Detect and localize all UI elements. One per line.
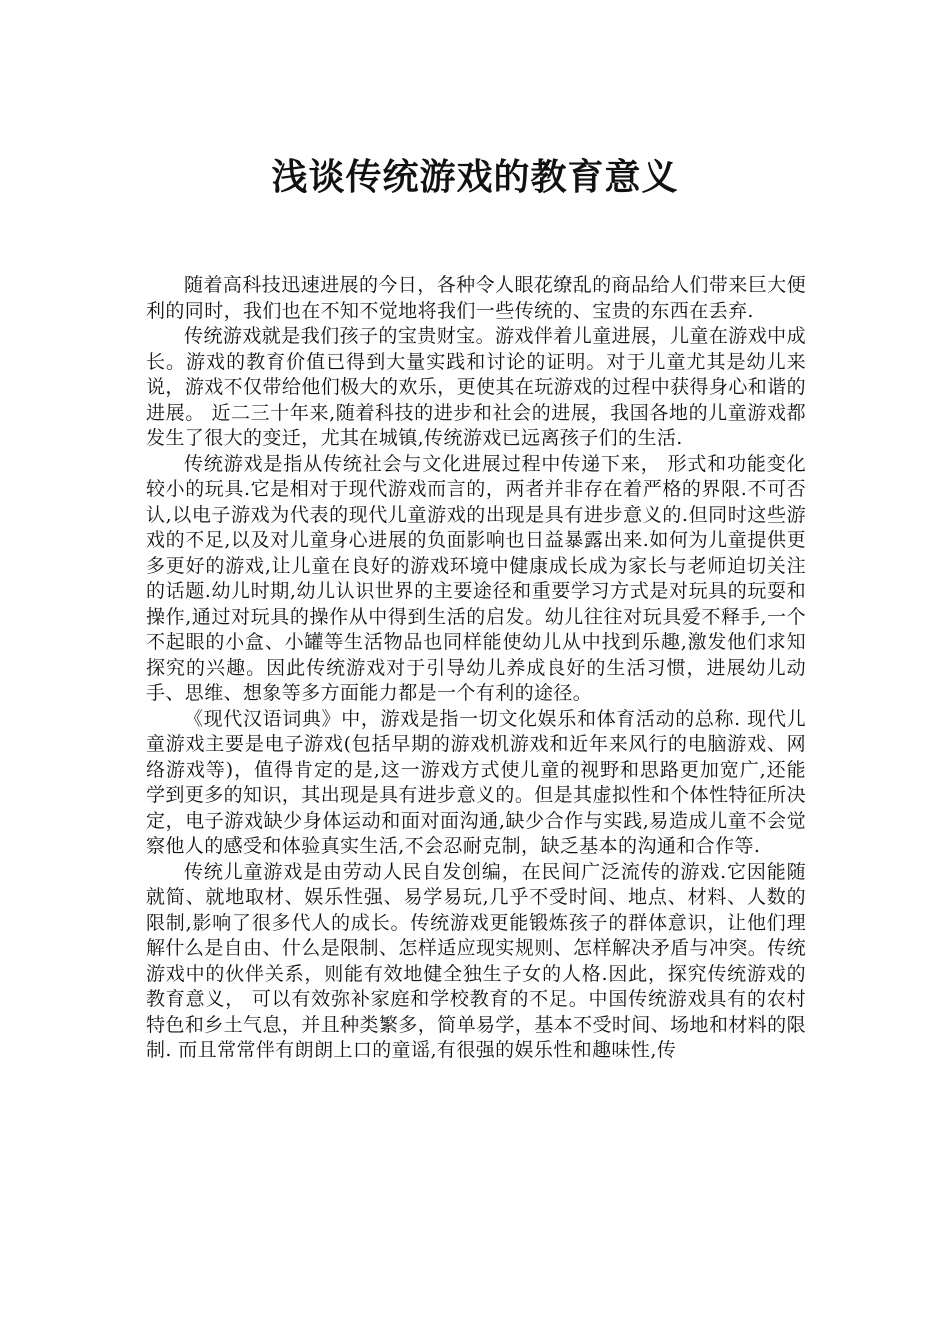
- paragraph-5: 传统儿童游戏是由劳动人民自发创编，在民间广泛流传的游戏.它因能随就简、就地取材、娱乐性强、易学易玩,几乎不受时间、地点、材料、人数的限制,影响了很多代人的成长。传统游戏更能锻炼孩子的群体意识，让他们理解什么是自由、什么是限制、怎样适应现实规则、怎样解决矛盾与冲突。传统游戏中的伙伴关系，则能有效地健全独生子女的人格.因此，探究传统游戏的教育意义， 可以有效弥补家庭和学校教育的不足。中国传统游戏具有的农村特色和乡土气息，并且种类繁多，简单易学，基本不受时间、场地和材料的限制. 而且常常伴有朗朗上口的童谣,有很强的娱乐性和趣味性,传: [146, 860, 806, 1061]
- paragraph-3: 传统游戏是指从传统社会与文化进展过程中传递下来， 形式和功能变化较小的玩具.它是相对于现代游戏而言的，两者并非存在着严格的界限.不可否认,以电子游戏为代表的现代儿童游戏的出现是具有进步意义的.但同时这些游戏的不足,以及对儿童身心进展的负面影响也日益暴露出来.如何为儿童提供更多更好的游戏,让儿童在良好的游戏环境中健康成长成为家长与老师迫切关注的话题.幼儿时期,幼儿认识世界的主要途径和重要学习方式是对玩具的玩耍和操作,通过对玩具的操作从中得到生活的启发。幼儿往往对玩具爱不释手,一个不起眼的小盒、小罐等生活物品也同样能使幼儿从中找到乐趣,激发他们求知探究的兴趣。因此传统游戏对于引导幼儿养成良好的生活习惯，进展幼儿动手、思维、想象等多方面能力都是一个有利的途径。: [146, 452, 806, 704]
- document-title: 浅谈传统游戏的教育意义: [271, 157, 679, 198]
- paragraph-4: 《现代汉语词典》中，游戏是指一切文化娱乐和体育活动的总称. 现代儿童游戏主要是电子游戏(包括早期的游戏机游戏和近年来风行的电脑游戏、网络游戏等)，值得肯定的是,这一游戏方式使儿童的视野和思路更加宽广,还能学到更多的知识，其出现是具有进步意义的。但是其虚拟性和个体性特征所决定，电子游戏缺少身体运动和面对面沟通,缺少合作与实践,易造成儿童不会觉察他人的感受和体验真实生活,不会忍耐克制，缺乏基本的沟通和合作等.: [146, 707, 806, 857]
- paragraph-1: 随着高科技迅速进展的今日，各种令人眼花缭乱的商品给人们带来巨大便利的同时，我们也在不知不觉地将我们一些传统的、宝贵的东西在丢弃.: [146, 274, 806, 322]
- paragraph-2: 传统游戏就是我们孩子的宝贵财宝。游戏伴着儿童进展，儿童在游戏中成长。游戏的教育价值已得到大量实践和讨论的证明。对于儿童尤其是幼儿来说，游戏不仅带给他们极大的欢乐，更使其在玩游戏的过程中获得身心和谐的进展。 近二三十年来,随着科技的进步和社会的进展，我国各地的儿童游戏都发生了很大的变迁，尤其在城镇,传统游戏已远离孩子们的生活.: [146, 325, 806, 449]
- document-body: [146, 273, 806, 1208]
